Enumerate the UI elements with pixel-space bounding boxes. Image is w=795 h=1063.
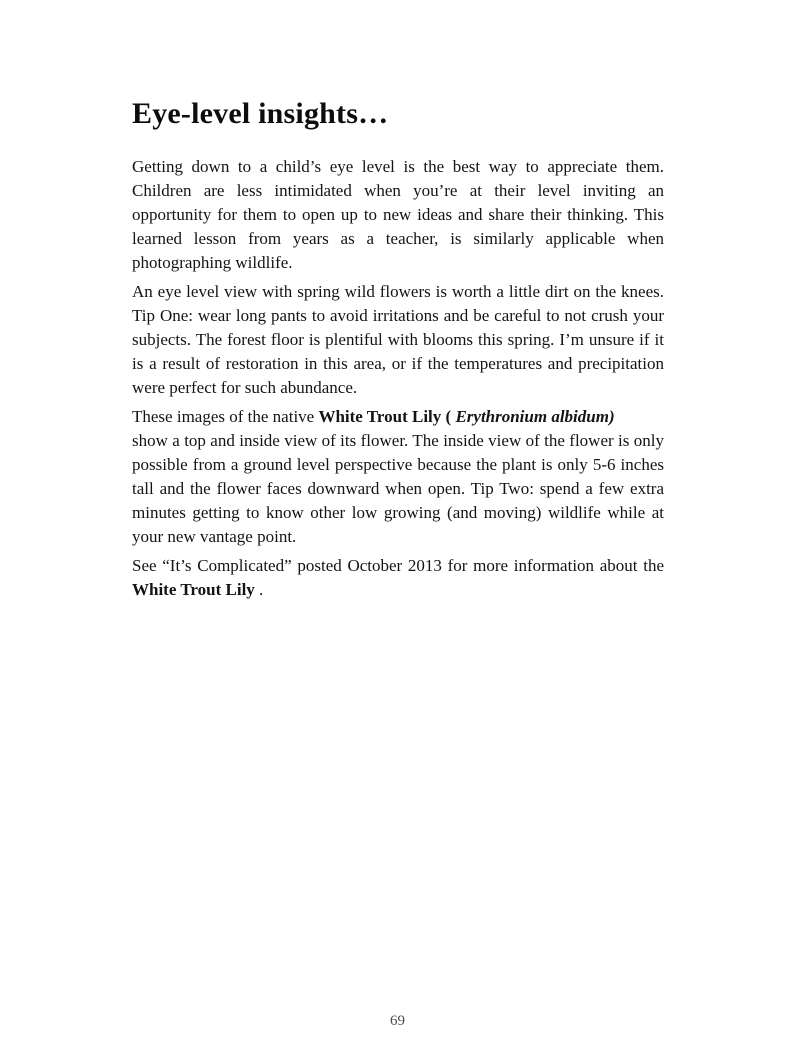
paragraph-trout-lily-lead: These images of the native (132, 407, 319, 426)
page-title: Eye-level insights… (132, 97, 389, 130)
paragraph-trout-lily (132, 405, 664, 549)
species-common-name-bold-2: White Trout Lily (132, 580, 255, 599)
page-content (132, 96, 664, 607)
paragraph-eye-level: Getting down to a child’s eye level is the best way to appreciate them. Children are less intimidated when you’re at their level inviting an opportunity for them to open up to new ideas and share their thinking. This learned lesson from years as a teacher, is similarly applicable when photographing wildlife. (132, 157, 664, 272)
species-latin-name-italic: Erythronium albidum) (455, 407, 615, 426)
species-common-name-bold: White Trout Lily ( (318, 407, 456, 426)
page-number: 69 (390, 1013, 405, 1029)
paragraph-trout-lily-rest: show a top and inside view of its flower. The inside view of the flower is only possible from a ground level perspective because the plant is only 5-6 inches tall and the flower faces downward when open. Tip Two: spend a few extra minutes getting to know other low growing (and moving) wildlife while at your new vantage point. (132, 431, 664, 546)
paragraph-see-also-lead: See “It’s Complicated” posted October 2013 for more information about the (132, 556, 664, 575)
paragraph-see-also-tail: . (254, 580, 264, 599)
paragraph-tip-one: An eye level view with spring wild flowers is worth a little dirt on the knees. Tip One: wear long pants to avoid irritations and be careful to not crush your subjects. The forest floor is plentiful with blooms this spring. I’m unsure if it is a result of restoration in this area, or if the temperatures and precipitation were perfect for such abundance. (132, 282, 664, 397)
paragraph-see-also (132, 554, 664, 602)
